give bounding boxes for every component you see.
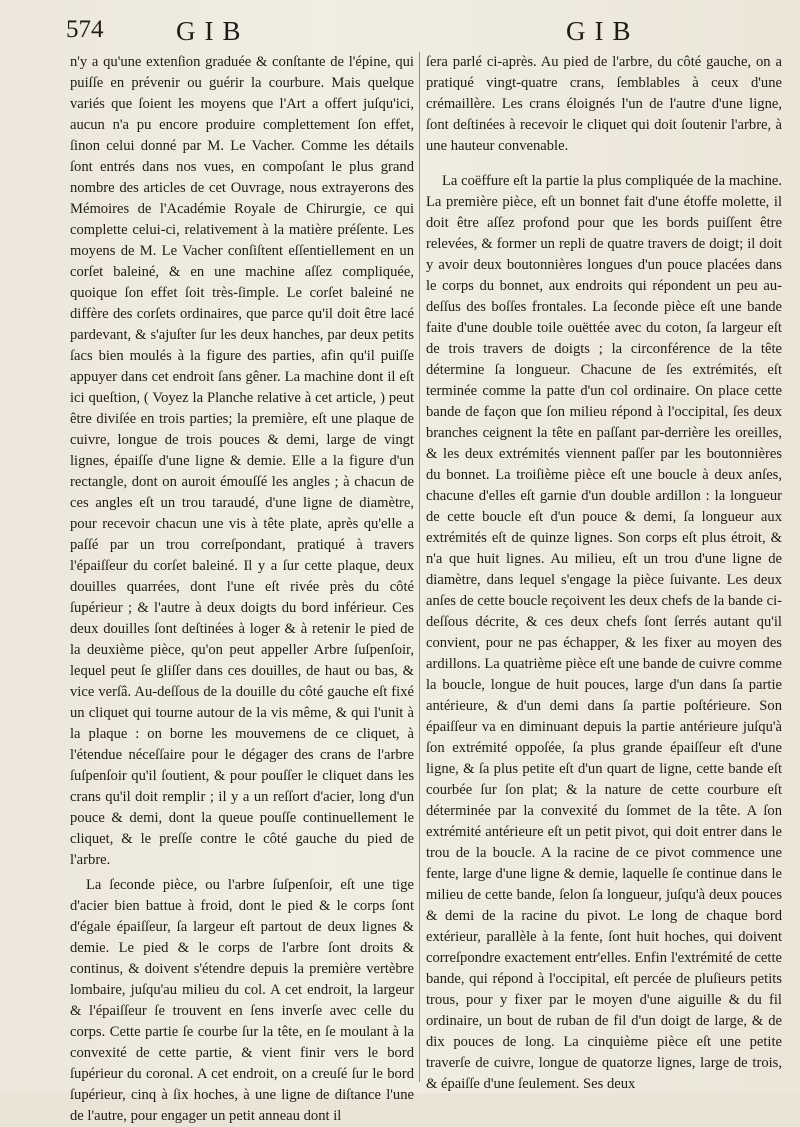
column-divider xyxy=(419,52,420,1082)
page-header xyxy=(66,16,740,50)
running-head-left: GIB xyxy=(176,16,250,46)
page-number: 574 xyxy=(66,16,104,43)
right-paragraph-2: La coëffure eſt la partie la plus compliquée de la machine. La première pièce, eſt un bonnet fait d'une étoffe molette, il doit être aſſez profond pour que les bords puiſſent être relevées, & former un repli de quatre travers de doigt; il doit y avoir deux boutonnières longues d'un pouce placées dans le corps du bonnet, aux endroits qui répondent un peu au-deſſus des boſſes frontales. La ſeconde pièce eſt une bande faite d'une double toile ouëttée avec du coton, ſa largeur eſt de trois travers de doigts ; la circonférence de la tête détermine ſa longueur. Chacune de ſes extrémités, eſt terminée comme la patte d'un col ordinaire. On place cette bande de façon que ſon milieu répond à l'occipital, ſes deux branches ceignent la tête en paſſant par-derrière les oreilles, & les deux extrémités viennent paſſer par les boutonnières du bonnet. La troiſième pièce eſt une boucle à deux anſes, chacune d'elles eſt garnie d'un double ardillon : la longueur de cette boucle eſt d'un pouce & demi, ſa longueur aux extrémités eſt de quinze lignes. Son corps eſt plus étroit, & n'a que huit lignes. Au milieu, eſt un trou d'une ligne de diamètre, dans lequel s'engage la pièce ſuivante. Les deux anſes de cette boucle reçoivent les deux chefs de la bande ci-deſſous décrite, & ces deux chefs ſont ſerrés autant qu'il convient, pour ne pas échapper, & les fixer au moyen des ardillons. La quatrième pièce eſt une bande de cuivre comme la boucle, longue de huit pouces, large d'un dans ſa partie antérieure, & d'un demi dans ſa partie poſtérieure. Son épaiſſeur va en diminuant depuis la partie antérieure juſqu'à ſon extrémité oppoſée, ſa plus grande épaiſſeur eſt d'une ligne, & ſa plus petite eſt d'un quart de ligne, cette bande eſt courbée ſur ſon plat; & la nature de cette courbure eſt déterminée par la convexité du ſommet de la tête. A ſon extrémité antérieure eſt un petit pivot, qui doit entrer dans le trou de la boucle. A la racine de ce pivot commence une fente, large d'une ligne & demie, laquelle ſe continue dans le milieu de cette bande, ſelon ſa longueur, juſqu'à deux pouces & demi de la racine du pivot. Le long de chaque bord extérieur, parallèle à la fente, ſont huit hoches, qui doivent correſpondre exactement entr'elles. Enfin l'extrémité de cette bande, qui répond à l'occipital, eſt percée de pluſieurs petits trous, pour y fixer par le moyen d'une aiguille & du fil ordinaire, un bout de ruban de fil d'un doigt de large, & de dix pouces de long. La cinquième pièce eſt une petite traverſe de cuivre, longue de quatorze lignes, large de trois, & épaiſſe d'une ſeulement. Ses deux xyxy=(426,173,782,1092)
left-column xyxy=(70,52,414,1124)
left-paragraph-1: n'y a qu'une extenſion graduée & conſtante de l'épine, qui puiſſe en prévenir ou guérir la courbure. Mais quelque variés que ſoient les moyens que l'Art a offert juſqu'ici, aucun n'a pu encore produire complettement ſon effet, ſinon celui donné par M. Le Vacher. Comme les détails ſont entrés dans nos vues, en compoſant le plus grand nombre des articles de cet Ouvrage, nous extrayerons des Mémoires de l'Académie Royale de Chirurgie, ce qui complette celui-ci, relativement à la matière préſente. Les moyens de M. Le Vacher conſiſtent eſſentiellement en un corſet baleiné, & en une machine aſſez compliquée, quoique ſon effet ſoit très-ſimple. Le corſet baleiné ne diffère des corſets ordinaires, que parce qu'il doit être lacé pardevant, & s'ajuſter ſur les deux hanches, par deux petits ſacs bien moulés à la figure des parties, afin qu'il puiſſe appuyer dans cet endroit ſans gêner. La machine dont il eſt ici queſtion, ( Voyez la Planche relative à cet article, ) peut être diviſée en trois parties; la première, eſt une plaque de cuivre, longue de trois pouces & demi, large de vingt lignes, épaiſſe d'une ligne & demie. Elle a la figure d'un rectangle, dont on auroit émouſſé les angles ; à chacun de ces angles eſt un trou taraudé, d'une ligne de diamètre, pour recevoir chacun une vis à tête plate, après qu'elle a paſſé par un trou correſpondant, pratiqué à travers l'épaiſſeur du corſet baleiné. Il y a ſur cette plaque, deux douilles quarrées, dont l'une eſt rivée près du côté ſupérieur ; & l'autre à deux doigts du bord inférieur. Ces deux douilles ſont deſtinées à loger & à retenir le pied de la deuxième pièce, qu'on peut appeller Arbre ſuſpenſoir, lequel peut ſe gliſſer dans ces douilles, de haut ou bas, & vice verſâ. Au-deſſous de la douille du côté gauche eſt fixé un cliquet qui tourne autour de la vis même, & qui l'unit à la plaque : on borne les mouvemens de ce cliquet, à l'étendue néceſſaire pour le dégager des crans de l'arbre ſuſpenſoir qu'il ſoutient, & pour pouſſer le cliquet dans les crans qu'il doit remplir ; il y a un reſſort d'acier, long d'un pouce & demi, dont la queue pouſſe continuellement le cliquet, & le preſſe contre le côté gauche du pied de l'arbre. xyxy=(70,54,414,868)
right-paragraph-1: ſera parlé ci-après. Au pied de l'arbre, du côté gauche, on a pratiqué vingt-quatre crans, ſemblables à ceux d'une crémaillère. Les crans éloignés l'un de l'autre d'une ligne, ſont deſtinées à recevoir le cliquet qui doit ſoutenir l'arbre, à une hauteur convenable. xyxy=(426,54,782,154)
right-column xyxy=(426,52,782,1092)
left-paragraph-2: La ſeconde pièce, ou l'arbre ſuſpenſoir, eſt une tige d'acier bien battue à froid, dont le pied & le corps ſont d'égale épaiſſeur, ſa largeur eſt partout de deux lignes & demie. Le pied & le corps de l'arbre ſont droits & continus, & doivent s'étendre depuis la première vertèbre lombaire, juſqu'au milieu du col. A cet endroit, la largeur & l'épaiſſeur ſe trouvent en ſens inverſe avec celle du corps. Cette partie ſe courbe ſur la tête, en ſe moulant à la convexité de cette partie, & vient finir vers le bord ſupérieur du coronal. A cet endroit, on a creuſé ſur le bord ſupérieur, cinq à ſix hoches, à une ligne de diſtance l'une de l'autre, pour engager un petit anneau dont il xyxy=(70,877,414,1124)
running-head-right: GIB xyxy=(566,16,640,46)
